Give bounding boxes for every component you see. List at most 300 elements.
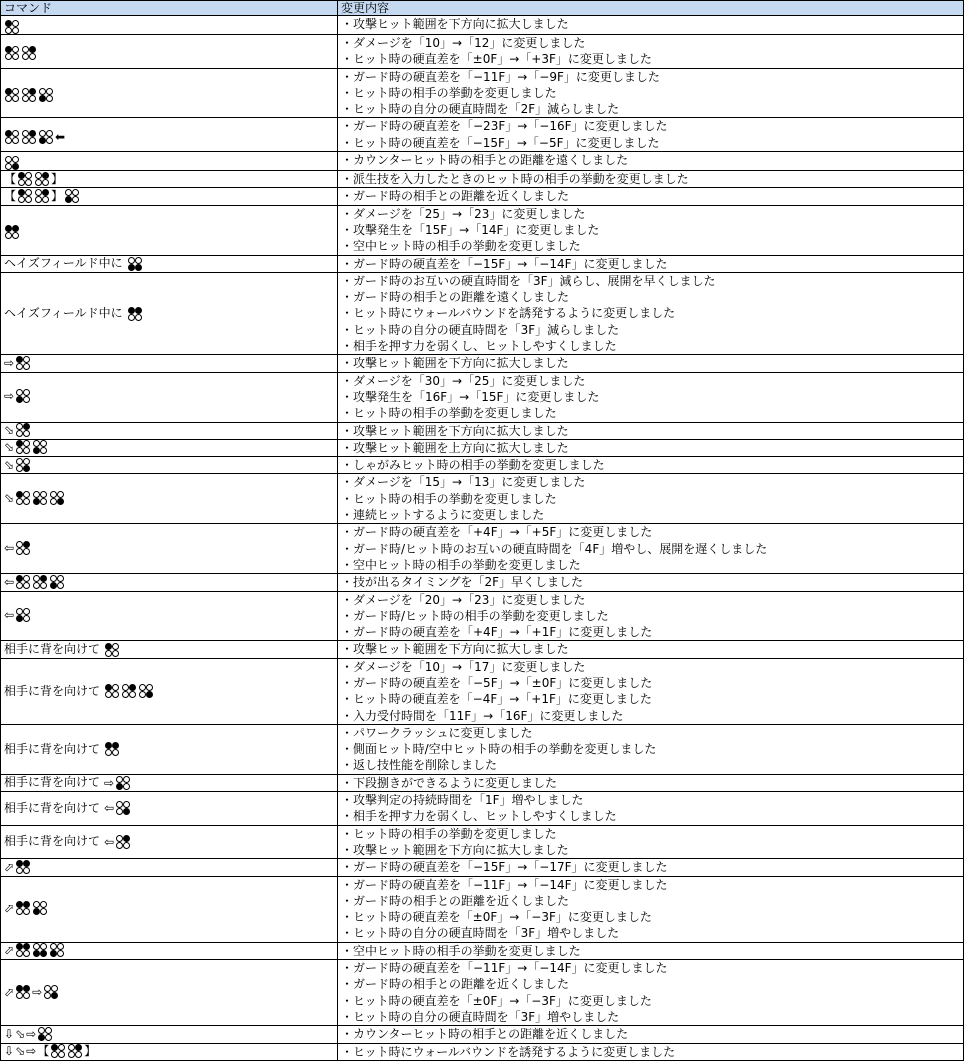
- button-icon: [116, 835, 130, 849]
- button-dot-icon: [16, 423, 23, 430]
- button-icon: [16, 458, 30, 472]
- table-row: [1, 205, 964, 255]
- command-notation: [4, 458, 31, 472]
- change-line: ・ガード時の相手との距離を近くしました: [341, 977, 570, 992]
- button-dot-icon: [72, 196, 79, 203]
- button-dot-icon: [129, 691, 136, 698]
- button-dot-icon: [46, 137, 53, 144]
- command-prefix: ヘイズフィールド中に: [4, 305, 123, 320]
- change-line: ・ヒット時の相手の挙動を変更しました: [341, 826, 557, 841]
- direction-arrow-icon: 】: [51, 171, 64, 186]
- button-icon: [51, 1044, 65, 1058]
- direction-arrow-icon: ⇩: [4, 1043, 15, 1058]
- command-notation: [4, 801, 131, 816]
- changes-cell: [338, 591, 964, 641]
- button-dot-icon: [50, 498, 57, 505]
- command-cell: [1, 942, 338, 959]
- button-icon: [65, 189, 79, 203]
- button-dot-icon: [23, 491, 30, 498]
- button-dot-icon: [33, 901, 40, 908]
- button-dot-icon: [25, 189, 32, 196]
- button-dot-icon: [42, 196, 49, 203]
- table-row: [1, 372, 964, 422]
- pressed-button-dot-icon: [128, 307, 135, 314]
- changes-cell: [338, 474, 964, 524]
- button-dot-icon: [16, 389, 23, 396]
- table-row: [1, 825, 964, 859]
- button-icon: [16, 491, 30, 505]
- table-row: [1, 859, 964, 876]
- changes-cell: [338, 876, 964, 942]
- button-dot-icon: [135, 257, 142, 264]
- direction-arrow-icon: ⬀: [4, 984, 15, 999]
- direction-arrow-icon: 【: [37, 1043, 50, 1058]
- command-cell: [1, 1043, 338, 1060]
- table-row: [1, 942, 964, 959]
- table-row: [1, 524, 964, 574]
- button-dot-icon: [16, 608, 23, 615]
- changes-cell: [338, 255, 964, 272]
- command-notation: [4, 541, 31, 555]
- pressed-button-dot-icon: [38, 1034, 45, 1041]
- direction-arrow-icon: 】: [84, 1043, 97, 1058]
- button-dot-icon: [44, 992, 51, 999]
- command-cell: [1, 591, 338, 641]
- button-dot-icon: [139, 691, 146, 698]
- table-row: [1, 658, 964, 724]
- change-line: ・攻撃ヒット範囲を下方向に拡大しました: [341, 423, 569, 438]
- button-dot-icon: [146, 684, 153, 691]
- command-notation: [4, 775, 131, 790]
- button-icon: [5, 130, 19, 144]
- change-line: ・ガード時の硬直差を「+4F」→「+1F」に変更しました: [341, 625, 653, 640]
- change-line: ・ヒット時の硬直差を「−15F」→「−5F」に変更しました: [341, 135, 660, 150]
- button-dot-icon: [105, 650, 112, 657]
- button-icon: [116, 776, 130, 790]
- pressed-button-dot-icon: [39, 95, 46, 102]
- pressed-button-dot-icon: [39, 137, 46, 144]
- button-icon: [16, 901, 30, 915]
- button-dot-icon: [122, 691, 129, 698]
- button-dot-icon: [18, 179, 25, 186]
- button-dot-icon: [33, 943, 40, 950]
- direction-arrow-icon: ⬂: [4, 457, 15, 472]
- button-dot-icon: [23, 396, 30, 403]
- button-icon: [139, 684, 153, 698]
- button-icon: [116, 801, 130, 815]
- direction-arrow-icon: ⇨: [26, 1043, 37, 1058]
- change-line: ・攻撃ヒット範囲を下方向に拡大しました: [341, 842, 569, 857]
- direction-arrow-icon: ⬀: [4, 943, 15, 958]
- table-row: [1, 1043, 964, 1060]
- button-dot-icon: [112, 643, 119, 650]
- button-icon: [39, 130, 53, 144]
- table-row: [1, 422, 964, 439]
- direction-arrow-icon: ⬂: [4, 491, 15, 506]
- pressed-button-dot-icon: [42, 172, 49, 179]
- command-column-header: コマンド: [1, 1, 338, 16]
- pressed-button-dot-icon: [146, 691, 153, 698]
- button-dot-icon: [40, 498, 47, 505]
- command-cell: [1, 422, 338, 439]
- changes-cell: [338, 205, 964, 255]
- change-line: ・側面ヒット時/空中ヒット時の相手の挙動を変更しました: [341, 742, 657, 757]
- command-notation: [4, 684, 154, 699]
- pressed-button-dot-icon: [16, 943, 23, 950]
- command-notation: [4, 860, 31, 874]
- button-dot-icon: [12, 130, 19, 137]
- change-line: ・返し技性能を削除しました: [341, 758, 498, 773]
- command-notation: [4, 642, 120, 657]
- command-notation: [4, 491, 65, 505]
- change-line: ・しゃがみヒット時の相手の挙動を変更しました: [341, 458, 605, 473]
- command-notation: [4, 356, 31, 370]
- table-row: [1, 16, 964, 35]
- button-dot-icon: [5, 53, 12, 60]
- button-dot-icon: [46, 95, 53, 102]
- button-dot-icon: [75, 1051, 82, 1058]
- table-row: [1, 960, 964, 1026]
- button-dot-icon: [16, 992, 23, 999]
- command-notation: [4, 225, 20, 239]
- pressed-button-dot-icon: [51, 992, 58, 999]
- pressed-button-dot-icon: [112, 742, 119, 749]
- button-dot-icon: [128, 314, 135, 321]
- command-prefix: 相手に背を向けて: [4, 741, 101, 756]
- change-line: ・攻撃ヒット範囲を上方向に拡大しました: [341, 440, 569, 455]
- button-dot-icon: [18, 196, 25, 203]
- button-icon: [33, 575, 47, 589]
- button-dot-icon: [116, 835, 123, 842]
- table-row: [1, 792, 964, 826]
- button-icon: [22, 130, 36, 144]
- command-cell: [1, 439, 338, 456]
- button-icon: [35, 189, 49, 203]
- changes-cell: [338, 16, 964, 35]
- change-line: ・ダメージを「10」→「17」に変更しました: [341, 659, 586, 674]
- changes-cell: [338, 457, 964, 474]
- command-notation: [4, 575, 65, 589]
- command-cell: [1, 68, 338, 118]
- change-line: ・ガード時の相手との距離を近くしました: [341, 893, 570, 908]
- command-cell: [1, 355, 338, 372]
- pressed-button-dot-icon: [23, 860, 30, 867]
- button-dot-icon: [25, 172, 32, 179]
- pressed-button-dot-icon: [12, 163, 19, 170]
- pressed-button-dot-icon: [128, 264, 135, 271]
- button-dot-icon: [29, 137, 36, 144]
- button-icon: [122, 684, 136, 698]
- direction-arrow-icon: ⇨: [104, 775, 115, 790]
- button-icon: [22, 88, 36, 102]
- pressed-button-dot-icon: [33, 908, 40, 915]
- command-notation: [4, 985, 59, 999]
- pressed-button-dot-icon: [33, 447, 40, 454]
- button-dot-icon: [51, 985, 58, 992]
- change-line: ・ヒット時にウォールバウンドを誘発するように変更しました: [341, 306, 676, 321]
- changes-cell: [338, 574, 964, 591]
- changes-cell: [338, 641, 964, 658]
- button-dot-icon: [16, 363, 23, 370]
- changes-cell: [338, 152, 964, 171]
- change-line: ・空中ヒット時の相手の挙動を変更しました: [341, 557, 581, 572]
- command-cell: [1, 774, 338, 791]
- button-icon: [5, 46, 19, 60]
- pressed-button-dot-icon: [23, 541, 30, 548]
- change-line: ・空中ヒット時の相手の挙動を変更しました: [341, 239, 581, 254]
- change-line: ・カウンターヒット時の相手との距離を近くしました: [341, 1027, 629, 1042]
- direction-arrow-icon: ⇦: [104, 834, 115, 849]
- direction-arrow-icon: ⬅: [55, 129, 66, 144]
- change-line: ・連続ヒットするように変更しました: [341, 508, 545, 523]
- command-prefix: 相手に背を向けて: [4, 834, 101, 849]
- pressed-button-dot-icon: [116, 783, 123, 790]
- button-dot-icon: [16, 465, 23, 472]
- direction-arrow-icon: ⇩: [4, 1026, 15, 1041]
- button-dot-icon: [46, 130, 53, 137]
- button-dot-icon: [5, 156, 12, 163]
- pressed-button-dot-icon: [135, 264, 142, 271]
- pressed-button-dot-icon: [23, 943, 30, 950]
- button-dot-icon: [23, 608, 30, 615]
- change-line: ・ガード時の硬直差を「−15F」→「−14F」に変更しました: [341, 256, 668, 271]
- command-cell: [1, 524, 338, 574]
- pressed-button-dot-icon: [23, 985, 30, 992]
- button-dot-icon: [23, 950, 30, 957]
- changes-cell: [338, 272, 964, 354]
- pressed-button-dot-icon: [40, 575, 47, 582]
- changes-cell: [338, 942, 964, 959]
- button-icon: [16, 985, 30, 999]
- button-dot-icon: [40, 491, 47, 498]
- button-dot-icon: [50, 575, 57, 582]
- button-dot-icon: [23, 582, 30, 589]
- command-notation: [4, 440, 48, 454]
- button-dot-icon: [57, 582, 64, 589]
- command-cell: [1, 188, 338, 205]
- change-line: ・ガード時の相手との距離を近くしました: [341, 189, 570, 204]
- button-dot-icon: [16, 950, 23, 957]
- table-row: [1, 68, 964, 118]
- button-dot-icon: [16, 908, 23, 915]
- button-icon: [16, 440, 30, 454]
- button-dot-icon: [112, 650, 119, 657]
- change-line: ・ダメージを「20」→「23」に変更しました: [341, 592, 586, 607]
- button-dot-icon: [22, 88, 29, 95]
- table-row: [1, 1026, 964, 1043]
- pressed-button-dot-icon: [5, 88, 12, 95]
- pressed-button-dot-icon: [23, 423, 30, 430]
- change-line: ・攻撃ヒット範囲を下方向に拡大しました: [341, 642, 569, 657]
- pressed-button-dot-icon: [16, 491, 23, 498]
- pressed-button-dot-icon: [57, 498, 64, 505]
- change-line: ・ヒット時の自分の硬直時間を「3F」減らしました: [341, 322, 620, 337]
- button-icon: [16, 423, 30, 437]
- changes-cell: [338, 960, 964, 1026]
- button-icon: [68, 1044, 82, 1058]
- command-notation: [4, 834, 131, 849]
- command-cell: [1, 152, 338, 171]
- button-dot-icon: [123, 776, 130, 783]
- table-row: [1, 171, 964, 188]
- button-icon: [35, 172, 49, 186]
- change-line: ・ガード時の硬直差を「−15F」→「−17F」に変更しました: [341, 860, 668, 875]
- button-icon: [105, 684, 119, 698]
- button-dot-icon: [23, 908, 30, 915]
- change-line: ・ヒット時の相手の挙動を変更しました: [341, 491, 557, 506]
- command-prefix: 相手に背を向けて: [4, 775, 101, 790]
- button-dot-icon: [23, 363, 30, 370]
- command-notation: [4, 88, 54, 102]
- button-dot-icon: [12, 232, 19, 239]
- change-line: ・攻撃判定の持続時間を「1F」増やしました: [341, 793, 584, 808]
- pressed-button-dot-icon: [50, 582, 57, 589]
- header-row: [1, 1, 964, 16]
- button-icon: [18, 172, 32, 186]
- command-cell: [1, 1026, 338, 1043]
- pressed-button-dot-icon: [16, 356, 23, 363]
- direction-arrow-icon: ⇦: [4, 608, 15, 623]
- command-notation: [4, 130, 65, 144]
- button-icon: [33, 491, 47, 505]
- button-icon: [16, 541, 30, 555]
- command-cell: [1, 171, 338, 188]
- button-icon: [33, 943, 47, 957]
- pressed-button-dot-icon: [65, 196, 72, 203]
- button-dot-icon: [33, 582, 40, 589]
- change-line: ・ヒット時にウォールバウンドを誘発するように変更しました: [341, 1044, 676, 1059]
- button-dot-icon: [23, 458, 30, 465]
- change-line: ・ガード時の硬直差を「−11F」→「−14F」に変更しました: [341, 961, 668, 976]
- changes-cell: [338, 355, 964, 372]
- button-dot-icon: [16, 458, 23, 465]
- change-line: ・相手を押す力を弱くし、ヒットしやすくしました: [341, 809, 617, 824]
- command-cell: [1, 825, 338, 859]
- change-line: ・ヒット時の硬直差を「±0F」→「−3F」に変更しました: [341, 993, 652, 1008]
- change-line: ・空中ヒット時の相手の挙動を変更しました: [341, 943, 581, 958]
- command-notation: [4, 156, 20, 170]
- button-dot-icon: [16, 582, 23, 589]
- button-dot-icon: [12, 156, 19, 163]
- changes-cell: [338, 1026, 964, 1043]
- changes-cell: [338, 422, 964, 439]
- pressed-button-dot-icon: [16, 396, 23, 403]
- command-notation: [4, 20, 20, 34]
- changes-cell: [338, 724, 964, 774]
- table-row: [1, 272, 964, 354]
- pressed-button-dot-icon: [23, 465, 30, 472]
- change-line: ・ダメージを「15」→「13」に変更しました: [341, 475, 586, 490]
- direction-arrow-icon: ⬀: [4, 901, 15, 916]
- table-body: [1, 16, 964, 1061]
- direction-arrow-icon: ⬂: [15, 1026, 26, 1041]
- changes-cell: [338, 372, 964, 422]
- command-notation: [4, 1044, 96, 1058]
- pressed-button-dot-icon: [42, 189, 49, 196]
- button-dot-icon: [112, 691, 119, 698]
- changes-cell: [338, 825, 964, 859]
- button-dot-icon: [12, 20, 19, 27]
- table-row: [1, 35, 964, 69]
- button-dot-icon: [57, 950, 64, 957]
- change-line: ・ガード時の硬直差を「+4F」→「+5F」に変更しました: [341, 525, 653, 540]
- button-icon: [105, 742, 119, 756]
- button-dot-icon: [57, 491, 64, 498]
- change-line: ・攻撃ヒット範囲を下方向に拡大しました: [341, 356, 569, 371]
- direction-arrow-icon: 【: [4, 171, 17, 186]
- change-line: ・ガード時の相手との距離を遠くしました: [341, 290, 570, 305]
- table-row: [1, 774, 964, 791]
- pressed-button-dot-icon: [12, 225, 19, 232]
- button-dot-icon: [25, 179, 32, 186]
- change-line: ・ダメージを「25」→「23」に変更しました: [341, 206, 586, 221]
- button-dot-icon: [23, 389, 30, 396]
- button-dot-icon: [12, 137, 19, 144]
- button-icon: [16, 389, 30, 403]
- pressed-button-dot-icon: [16, 901, 23, 908]
- button-dot-icon: [44, 985, 51, 992]
- button-dot-icon: [16, 498, 23, 505]
- pressed-button-dot-icon: [29, 130, 36, 137]
- command-cell: [1, 574, 338, 591]
- button-dot-icon: [23, 356, 30, 363]
- changes-cell: [338, 792, 964, 826]
- button-icon: [16, 943, 30, 957]
- pressed-button-dot-icon: [5, 130, 12, 137]
- change-line: ・派生技を入力したときのヒット時の相手の挙動を変更しました: [341, 172, 689, 187]
- button-dot-icon: [112, 684, 119, 691]
- command-cell: [1, 205, 338, 255]
- button-dot-icon: [16, 447, 23, 454]
- button-icon: [50, 491, 64, 505]
- change-line: ・攻撃ヒット範囲を下方向に拡大しました: [341, 17, 569, 31]
- button-dot-icon: [12, 27, 19, 34]
- button-dot-icon: [12, 46, 19, 53]
- command-notation: [4, 1027, 53, 1041]
- table-row: [1, 355, 964, 372]
- button-dot-icon: [68, 1044, 75, 1051]
- command-notation: [4, 172, 63, 186]
- table-row: [1, 641, 964, 658]
- command-cell: [1, 876, 338, 942]
- table-row: [1, 724, 964, 774]
- command-cell: [1, 960, 338, 1026]
- change-line: ・ヒット時の相手の挙動を変更しました: [341, 85, 557, 100]
- direction-arrow-icon: ⬂: [4, 440, 15, 455]
- change-line: ・ガード時/ヒット時のお互いの硬直時間を「4F」増やし、展開を遅くしました: [341, 541, 768, 556]
- button-icon: [44, 985, 58, 999]
- table-row: [1, 474, 964, 524]
- direction-arrow-icon: ⇨: [4, 355, 15, 370]
- changes-cell: [338, 439, 964, 456]
- change-line: ・カウンターヒット時の相手との距離を遠くしました: [341, 153, 629, 168]
- command-cell: [1, 35, 338, 69]
- command-cell: [1, 792, 338, 826]
- button-dot-icon: [16, 541, 23, 548]
- change-line: ・ヒット時の硬直差を「±0F」→「−3F」に変更しました: [341, 910, 652, 925]
- button-dot-icon: [12, 53, 19, 60]
- pressed-button-dot-icon: [105, 643, 112, 650]
- button-dot-icon: [42, 179, 49, 186]
- changes-cell: [338, 171, 964, 188]
- command-notation: [4, 742, 120, 757]
- button-dot-icon: [116, 801, 123, 808]
- button-dot-icon: [23, 548, 30, 555]
- command-cell: [1, 272, 338, 354]
- pressed-button-dot-icon: [5, 46, 12, 53]
- button-dot-icon: [128, 257, 135, 264]
- change-line: ・ダメージを「10」→「12」に変更しました: [341, 36, 586, 50]
